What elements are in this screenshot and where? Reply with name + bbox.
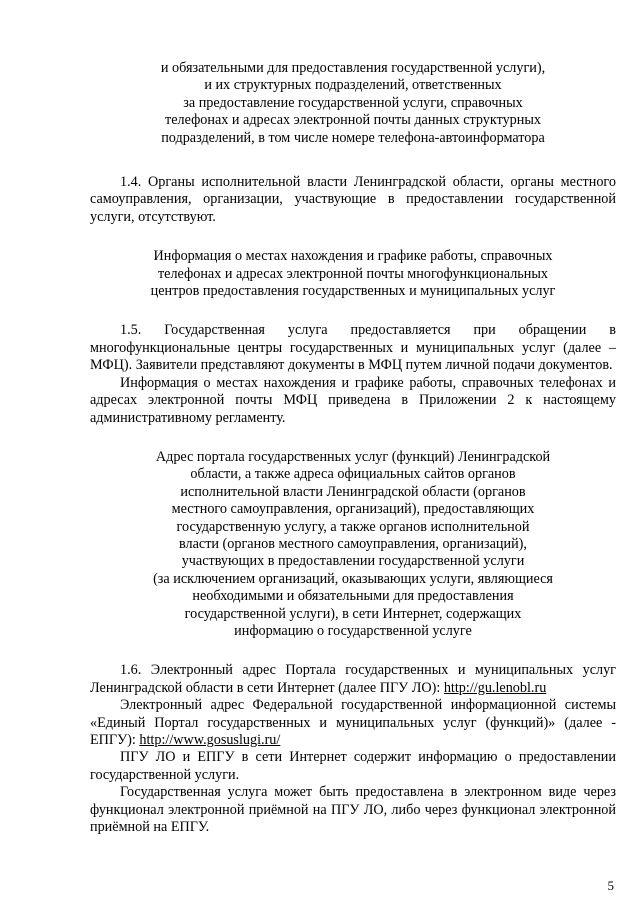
section-heading-portal-address <box>90 449 616 640</box>
heading-line: Информация о местах нахождения и графике работы, справочных <box>153 248 553 265</box>
paragraph-1-6-text: 1.6. Электронный адрес Портала государственных и муниципальных услуг Ленинградской области в сети Интернет (далее ПГУ ЛО): <box>90 662 616 696</box>
heading-line: подразделений, в том числе номере телефона-автоинформатора <box>161 129 545 146</box>
paragraph-1-5: 1.5. Государственная услуга предоставляется при обращении в многофункциональные центры государственных и муниципальных услуг (далее – МФЦ). Заявители представляют документы в МФЦ путем личной подачи документов. <box>90 322 616 374</box>
section-heading-mfc-info <box>90 248 616 300</box>
paragraph-internet-info: ПГУ ЛО и ЕПГУ в сети Интернет содержит информацию о предоставлении государственной услуги. <box>90 749 616 783</box>
heading-line: исполнительной власти Ленинградской области (органов <box>180 483 526 500</box>
heading-line: области, а также адреса официальных сайтов органов <box>190 466 516 483</box>
paragraph-epgu-text: Электронный адрес Федеральной государственной информационной системы «Единый Портал государственных и муниципальных услуг (функций)» (далее - ЕПГУ): <box>90 697 616 748</box>
paragraph-1-6 <box>90 662 616 697</box>
pgu-lo-link[interactable]: http://gu.lenobl.ru <box>443 679 547 696</box>
heading-line: необходимыми и обязательными для предоставления <box>192 588 514 605</box>
heading-line: государственную услугу, а также органов исполнительной <box>176 518 530 535</box>
heading-line: телефонах и адресах электронной почты данных структурных <box>165 112 541 129</box>
paragraph-electronic-service: Государственная услуга может быть предоставлена в электронном виде через функционал электронной приёмной на ПГУ ЛО, либо через функционал электронной приёмной на ЕПГУ. <box>90 784 616 836</box>
paragraph-epgu-address <box>90 697 616 749</box>
heading-line: Адрес портала государственных услуг (функций) Ленинградской <box>155 448 551 465</box>
heading-line: за предоставление государственной услуги, справочных <box>183 94 523 111</box>
heading-line: центров предоставления государственных и муниципальных услуг <box>150 283 556 300</box>
heading-line: (за исключением организаций, оказывающих услуги, являющиеся <box>153 570 553 587</box>
section-heading-structural-units <box>90 60 616 147</box>
paragraph-mfc-info: Информация о местах нахождения и графике работы, справочных телефонах и адресах электронной почты МФЦ приведена в Приложении 2 к настоящему административному регламенту. <box>90 374 616 426</box>
paragraph-1-4: 1.4. Органы исполнительной власти Ленинградской области, органы местного самоуправления, организации, участвующие в предоставлении государственной услуги, отсутствуют. <box>90 174 616 225</box>
epgu-link[interactable]: http://www.gosuslugi.ru/ <box>139 732 281 748</box>
heading-line: информацию о государственной услуге <box>234 622 472 639</box>
heading-line: государственной услуги), в сети Интернет, содержащих <box>184 605 522 622</box>
page-number: 5 <box>607 878 614 893</box>
heading-line: власти (органов местного самоуправления, организаций), <box>179 535 527 552</box>
heading-line: и их структурных подразделений, ответственных <box>204 77 502 94</box>
heading-line: местного самоуправления, организаций), предоставляющих <box>171 501 535 518</box>
heading-line: телефонах и адресах электронной почты многофункциональных <box>157 265 548 282</box>
heading-line: участвующих в предоставлении государственной услуги <box>181 553 525 570</box>
heading-line: и обязательными для предоставления государственной услуги), <box>160 60 546 76</box>
